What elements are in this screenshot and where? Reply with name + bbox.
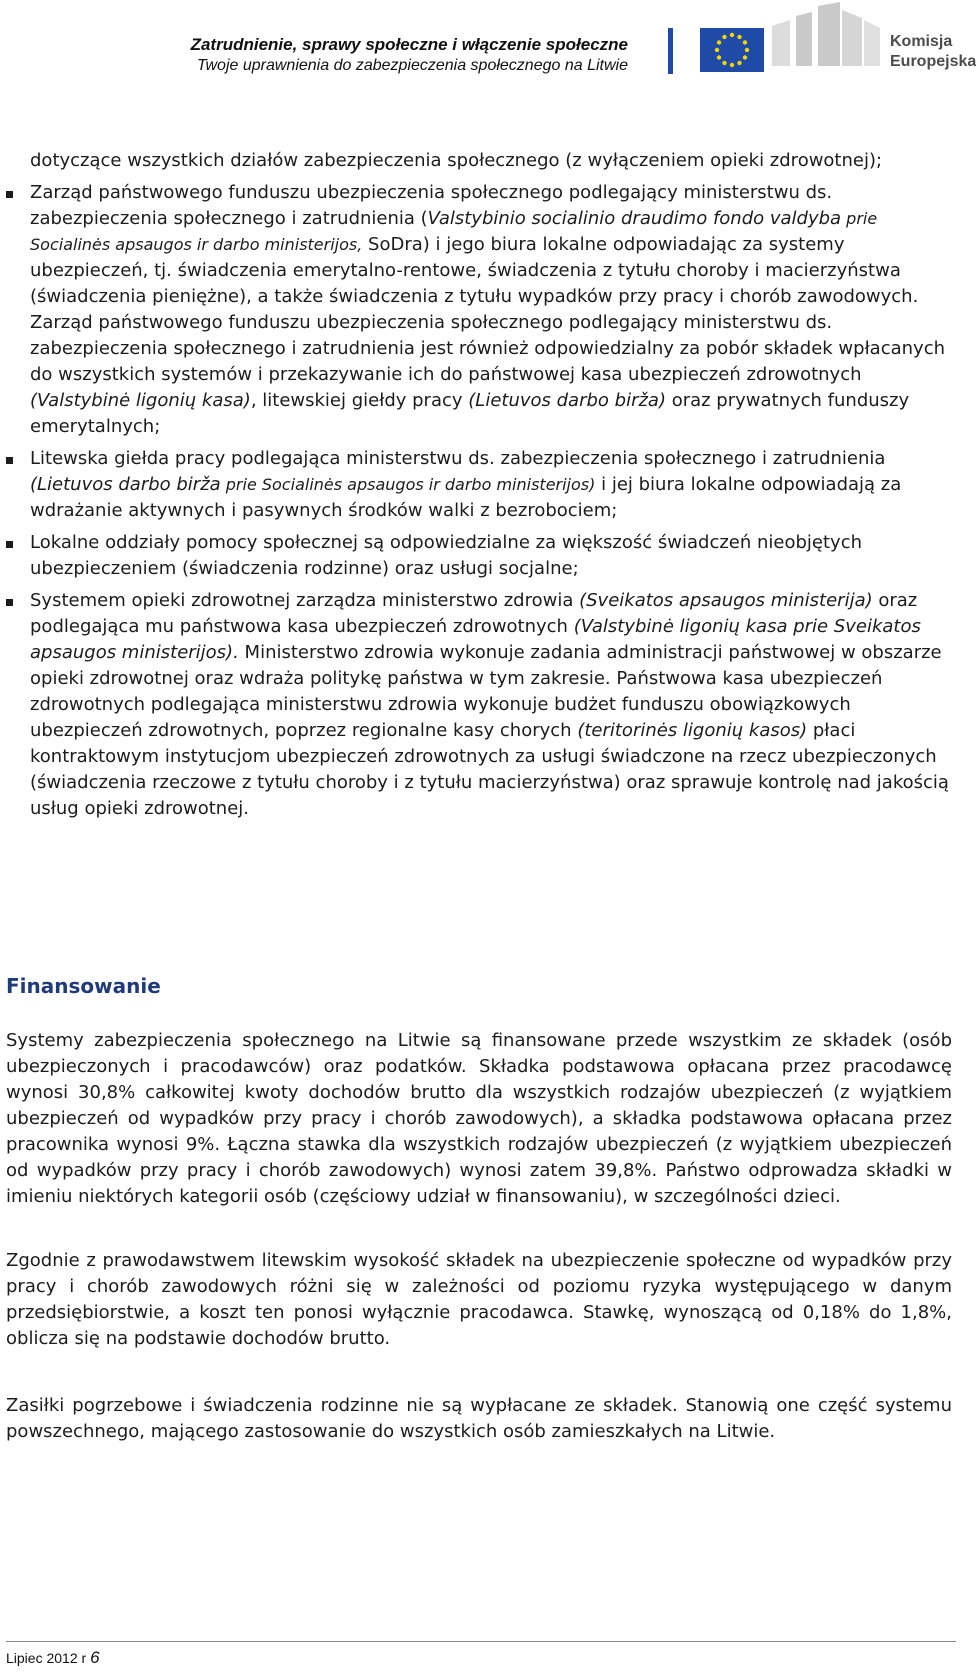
list-item-text: Ministerstwo zdrowia wykonuje zadania administracji państwowej w obszarze opieki zdrowotnej oraz wdraża politykę państwa w tym zakresie. Państwowa kasa ubezpieczeń zdrowotnych podlegająca ministerstwu zdrowia wykonuje budżet funduszu obowiązkowych ubezpieczeń zdrowotnych, poprzez regionalne kasy chorych xyxy=(30,642,942,741)
bullet-square-icon xyxy=(6,191,13,198)
list-item-text: , litewskiej giełdy pracy xyxy=(250,390,469,411)
list-item-text: i jej biura lokalne odpowiadają za wdrażanie aktywnych i pasywnych środków walki z bezrobociem; xyxy=(30,474,902,521)
list-item-text: oraz podlegająca mu państwowa kasa ubezpieczeń zdrowotnych xyxy=(30,590,918,637)
page-footer xyxy=(6,1648,100,1668)
institution-name: Valstybinio socialinio draudimo fondo valdyba xyxy=(427,208,842,229)
list-item-continuation xyxy=(0,148,960,174)
footer-date: Lipiec 2012 r xyxy=(6,1650,87,1666)
footer-divider xyxy=(6,1641,956,1642)
list-item-text: dotyczące wszystkich działów zabezpieczenia społecznego (z wyłączeniem opieki zdrowotnej); xyxy=(30,150,883,171)
header-title-line1: Zatrudnienie, sprawy społeczne i włączenie społeczne xyxy=(190,35,628,54)
logo-line2: Europejska xyxy=(890,53,976,70)
institution-name: (Lietuvos darbo birža xyxy=(30,474,221,495)
logo-line1: Komisja xyxy=(890,33,953,50)
list-item-text: płaci kontraktowym instytucjom ubezpieczeń zdrowotnych za usługi świadczone na rzecz ubezpieczonych (świadczenia rzeczowe z tytułu choroby i z tytułu macierzyństwa) oraz sprawuje kontrolę nad jakością usług opieki zdrowotnej. xyxy=(30,720,949,819)
bullet-square-icon xyxy=(6,599,13,606)
institution-name: (Valstybinė ligonių kasa) xyxy=(30,390,251,411)
institution-name: prie Socialinės apsaugos ir darbo ministerijos, xyxy=(30,209,878,254)
list-item-healthcare xyxy=(0,588,960,822)
list-item-text: Zarząd państwowego funduszu ubezpieczenia społecznego podlegający ministerstwu ds. zabezpieczenia społecznego i zatrudnienia ( xyxy=(30,182,833,229)
page-header xyxy=(0,0,976,110)
paragraph-financing: Systemy zabezpieczenia społecznego na Litwie są finansowane przede wszystkim ze składek (osób ubezpieczonych i pracodawców) oraz podatków. Składka podstawowa opłacana przez pracodawcę wynosi 30,8% całkowitej kwoty dochodów brutto dla wszystkich rodzajów ubezpieczeń (z wyjątkiem ubezpieczeń od wypadków przy pracy i chorób zawodowych), a składka podstawowa opłacana przez pracownika wynosi 9%. Łączna stawka dla wszystkich rodzajów ubezpieczeń (z wyjątkiem ubezpieczeń od wypadków przy pracy i chorób zawodowych) wynosi zatem 39,8%. Państwo odprowadza składki w imieniu niektórych kategorii osób (częściowy udział w finansowaniu), w szczególności dzieci. xyxy=(6,1030,952,1207)
page-number: 6 xyxy=(90,1648,100,1667)
header-title-line2: Twoje uprawnienia do zabezpieczenia społecznego na Litwie xyxy=(196,57,628,74)
bullet-square-icon xyxy=(6,457,13,464)
institution-name: (teritorinės ligonių kasos) xyxy=(577,720,808,741)
institutions-list xyxy=(0,148,960,828)
paragraph-universal-benefits: Zasiłki pogrzebowe i świadczenia rodzinne nie są wypłacane ze składek. Stanowią one część systemu powszechnego, mającego zastosowanie do wszystkich osób zamieszkałych na Litwie. xyxy=(6,1395,952,1442)
paragraph-accident-contributions: Zgodnie z prawodawstwem litewskim wysokość składek na ubezpieczenie społeczne od wypadków przy pracy i chorób zawodowych różni się w zależności od poziomu ryzyka występującego w danym przedsiębiorstwie, a koszt ten ponosi wyłącznie pracodawca. Stawkę, wynoszącą od 0,18% do 1,8%, oblicza się na podstawie dochodów brutto. xyxy=(6,1250,952,1349)
logo-wordmark xyxy=(890,32,976,72)
european-commission-logo xyxy=(700,2,976,80)
list-item-text: Lokalne oddziały pomocy społecznej są odpowiedzialne za większość świadczeń nieobjętych ubezpieczeniem (świadczenia rodzinne) oraz usługi socjalne; xyxy=(30,532,862,579)
header-divider xyxy=(668,28,673,74)
list-item-labour-exchange xyxy=(0,446,960,524)
list-item-text: SoDra) i jego biura lokalne odpowiadając za systemy ubezpieczeń, tj. świadczenia emerytalno-rentowe, świadczenia z tytułu choroby i macierzyństwa (świadczenia pieniężne), a także świadczenia z tytułu wypadków przy pracy i chorób zawodowych. Zarząd państwowego funduszu ubezpieczenia społecznego podlegający ministerstwu ds. zabezpieczenia społecznego i zatrudnienia jest również odpowiedzialny za pobór składek wpłacanych do wszystkich systemów i przekazywanie ich do państwowej kasa ubezpieczeń zdrowotnych xyxy=(30,234,946,385)
list-item-sodra xyxy=(0,180,960,440)
institution-name: (Valstybinė ligonių kasa prie Sveikatos apsaugos ministerijos). xyxy=(30,616,921,663)
list-item-text: Systemem opieki zdrowotnej zarządza ministerstwo zdrowia xyxy=(30,590,580,611)
list-item-social-assistance xyxy=(0,530,960,582)
header-title xyxy=(191,34,628,76)
list-item-text: oraz prywatnych funduszy emerytalnych; xyxy=(30,390,910,437)
institution-name: (Lietuvos darbo birža) xyxy=(468,390,666,411)
institution-name: (Sveikatos apsaugos ministerija) xyxy=(579,590,873,611)
list-item-text: Litewska giełda pracy podlegająca ministerstwu ds. zabezpieczenia społecznego i zatrudnienia xyxy=(30,448,886,469)
institution-name: prie Socialinės apsaugos ir darbo ministerijos) xyxy=(220,475,596,494)
section-heading-financing: Finansowanie xyxy=(6,974,161,998)
bullet-square-icon xyxy=(6,541,13,548)
